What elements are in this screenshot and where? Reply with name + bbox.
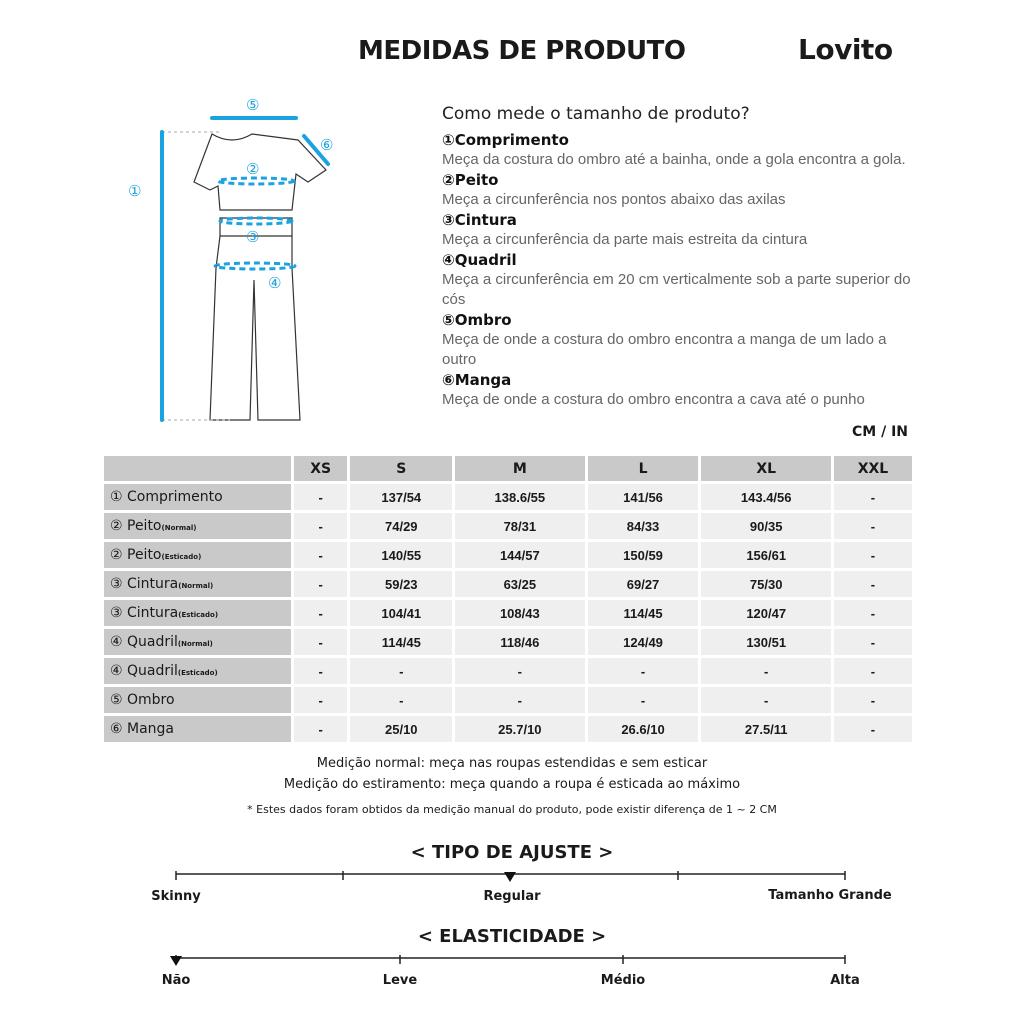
- table-cell: 27.5/11: [701, 716, 830, 742]
- row-label-text: ① Comprimento: [110, 489, 223, 505]
- instruction-item: [442, 210, 922, 250]
- table-cell: 141/56: [588, 484, 699, 510]
- fit-scale: [0, 868, 1024, 888]
- waist-line: [220, 218, 292, 224]
- row-label-qualifier: (Normal): [177, 640, 213, 648]
- marker-2: ②: [246, 160, 260, 178]
- row-label-qualifier: (Normal): [161, 524, 197, 532]
- table-cell: -: [294, 542, 347, 568]
- fit-label-skinny: Skinny: [151, 889, 201, 904]
- table-cell: -: [834, 484, 912, 510]
- table-row: [104, 687, 912, 713]
- table-cell: 25/10: [350, 716, 452, 742]
- row-label-qualifier: (Normal): [178, 582, 214, 590]
- instructions-question: Como mede o tamanho de produto?: [442, 104, 750, 124]
- row-label-text: ③ Cintura: [110, 576, 179, 592]
- table-cell: 59/23: [350, 571, 452, 597]
- table-cell: -: [834, 716, 912, 742]
- top-outline: [194, 134, 326, 210]
- table-cell: 84/33: [588, 513, 699, 539]
- table-cell: 138.6/55: [455, 484, 584, 510]
- size-header: M: [455, 456, 584, 481]
- fit-selected-marker: [504, 872, 516, 882]
- marker-3: ③: [246, 228, 260, 246]
- fit-label-oversize: Tamanho Grande: [768, 888, 892, 903]
- instruction-item: [442, 130, 922, 170]
- size-table: [101, 453, 915, 745]
- size-header: XL: [701, 456, 830, 481]
- table-cell: -: [834, 658, 912, 684]
- instruction-desc: Meça a circunferência em 20 cm verticalmente sob a parte superior do cós: [442, 271, 911, 308]
- table-cell: -: [350, 687, 452, 713]
- size-header: S: [350, 456, 452, 481]
- row-label-text: ⑤ Ombro: [110, 692, 175, 708]
- row-label: [104, 716, 291, 742]
- table-cell: 75/30: [701, 571, 830, 597]
- table-cell: -: [350, 658, 452, 684]
- row-label-text: ④ Quadril: [110, 634, 178, 650]
- marker-5: ⑤: [246, 96, 260, 114]
- chest-line: [218, 178, 294, 184]
- row-label: [104, 600, 291, 626]
- table-cell: 143.4/56: [701, 484, 830, 510]
- row-label: [104, 484, 291, 510]
- elasticity-scale: [0, 952, 1024, 972]
- table-cell: 25.7/10: [455, 716, 584, 742]
- normal-measurement-note: Medição normal: meça nas roupas estendidas e sem esticar: [316, 756, 708, 771]
- table-cell: -: [294, 513, 347, 539]
- table-cell: 156/61: [701, 542, 830, 568]
- row-label-qualifier: (Esticado): [178, 611, 219, 619]
- table-cell: 63/25: [455, 571, 584, 597]
- instruction-title: ⑥Manga: [442, 371, 512, 389]
- row-label-text: ⑥ Manga: [110, 721, 174, 737]
- marker-1: ①: [128, 182, 142, 200]
- instruction-title: ⑤Ombro: [442, 311, 512, 329]
- row-label: [104, 658, 291, 684]
- table-cell: -: [455, 658, 584, 684]
- instruction-item: [442, 250, 922, 310]
- unit-label: CM / IN: [852, 424, 908, 440]
- elasticity-label-none: Não: [161, 973, 191, 988]
- table-cell: -: [294, 629, 347, 655]
- instruction-title: ④Quadril: [442, 251, 517, 269]
- row-label: [104, 571, 291, 597]
- table-cell: -: [701, 658, 830, 684]
- table-row: [104, 542, 912, 568]
- fit-title: < TIPO DE AJUSTE >: [410, 842, 614, 863]
- marker-6: ⑥: [320, 136, 334, 154]
- instruction-item: [442, 310, 922, 370]
- table-row: [104, 629, 912, 655]
- table-cell: -: [588, 658, 699, 684]
- elasticity-label-high: Alta: [830, 973, 860, 988]
- table-cell: 108/43: [455, 600, 584, 626]
- table-cell: 114/45: [588, 600, 699, 626]
- table-cell: -: [834, 687, 912, 713]
- instruction-desc: Meça de onde a costura do ombro encontra a manga de um lado a outro: [442, 331, 887, 368]
- table-cell: 120/47: [701, 600, 830, 626]
- row-label-qualifier: (Esticado): [161, 553, 202, 561]
- table-row: [104, 716, 912, 742]
- table-cell: 26.6/10: [588, 716, 699, 742]
- instruction-desc: Meça de onde a costura do ombro encontra a cava até o punho: [442, 391, 865, 408]
- table-cell: -: [834, 571, 912, 597]
- row-label: [104, 629, 291, 655]
- table-cell: 130/51: [701, 629, 830, 655]
- table-cell: -: [588, 687, 699, 713]
- table-row: [104, 571, 912, 597]
- stretch-measurement-note: Medição do estiramento: meça quando a roupa é esticada ao máximo: [283, 777, 741, 792]
- table-cell: -: [834, 542, 912, 568]
- elasticity-selected-marker: [170, 956, 182, 966]
- instruction-title: ①Comprimento: [442, 131, 569, 149]
- table-cell: 69/27: [588, 571, 699, 597]
- table-cell: -: [834, 600, 912, 626]
- row-label-text: ③ Cintura: [110, 605, 179, 621]
- table-cell: -: [701, 687, 830, 713]
- elasticity-label-medium: Médio: [600, 973, 646, 988]
- hip-line: [215, 263, 295, 269]
- fit-label-regular: Regular: [483, 889, 541, 904]
- table-cell: 114/45: [350, 629, 452, 655]
- page-title: MEDIDAS DE PRODUTO: [358, 36, 686, 66]
- elasticity-title: < ELASTICIDADE >: [417, 926, 607, 947]
- row-label-qualifier: (Esticado): [177, 669, 218, 677]
- measurement-instructions: [442, 104, 922, 410]
- size-header: XXL: [834, 456, 912, 481]
- table-header-row: [104, 456, 912, 481]
- instruction-item: [442, 370, 922, 410]
- table-cell: 118/46: [455, 629, 584, 655]
- table-cell: -: [294, 571, 347, 597]
- table-cell: 74/29: [350, 513, 452, 539]
- table-row: [104, 658, 912, 684]
- row-label: [104, 687, 291, 713]
- table-cell: -: [294, 687, 347, 713]
- row-label-text: ② Peito: [110, 547, 162, 563]
- table-cell: 137/54: [350, 484, 452, 510]
- instruction-title: ③Cintura: [442, 211, 517, 229]
- table-cell: -: [294, 658, 347, 684]
- table-row: [104, 484, 912, 510]
- table-row: [104, 513, 912, 539]
- table-cell: -: [834, 513, 912, 539]
- table-cell: 104/41: [350, 600, 452, 626]
- table-cell: -: [455, 687, 584, 713]
- elasticity-label-light: Leve: [382, 973, 418, 988]
- table-cell: 78/31: [455, 513, 584, 539]
- disclaimer-note: * Estes dados foram obtidos da medição manual do produto, pode existir diferença de 1 ~ 2 CM: [247, 803, 777, 816]
- row-label: [104, 513, 291, 539]
- table-corner: [104, 456, 291, 481]
- instruction-desc: Meça a circunferência da parte mais estreita da cintura: [442, 231, 808, 248]
- instruction-desc: Meça a circunferência nos pontos abaixo das axilas: [442, 191, 786, 208]
- size-header: L: [588, 456, 699, 481]
- table-cell: -: [294, 716, 347, 742]
- size-header: XS: [294, 456, 347, 481]
- marker-4: ④: [268, 274, 282, 292]
- table-cell: -: [834, 629, 912, 655]
- brand-logo: Lovito: [798, 33, 893, 66]
- table-cell: 90/35: [701, 513, 830, 539]
- instruction-title: ②Peito: [442, 171, 499, 189]
- garment-diagram: [120, 90, 360, 430]
- table-row: [104, 600, 912, 626]
- table-cell: -: [294, 600, 347, 626]
- table-cell: 124/49: [588, 629, 699, 655]
- instruction-desc: Meça da costura do ombro até a bainha, onde a gola encontra a gola.: [442, 151, 906, 168]
- row-label-text: ② Peito: [110, 518, 162, 534]
- row-label-text: ④ Quadril: [110, 663, 178, 679]
- table-cell: 140/55: [350, 542, 452, 568]
- instruction-item: [442, 170, 922, 210]
- table-cell: 150/59: [588, 542, 699, 568]
- table-cell: -: [294, 484, 347, 510]
- row-label: [104, 542, 291, 568]
- table-cell: 144/57: [455, 542, 584, 568]
